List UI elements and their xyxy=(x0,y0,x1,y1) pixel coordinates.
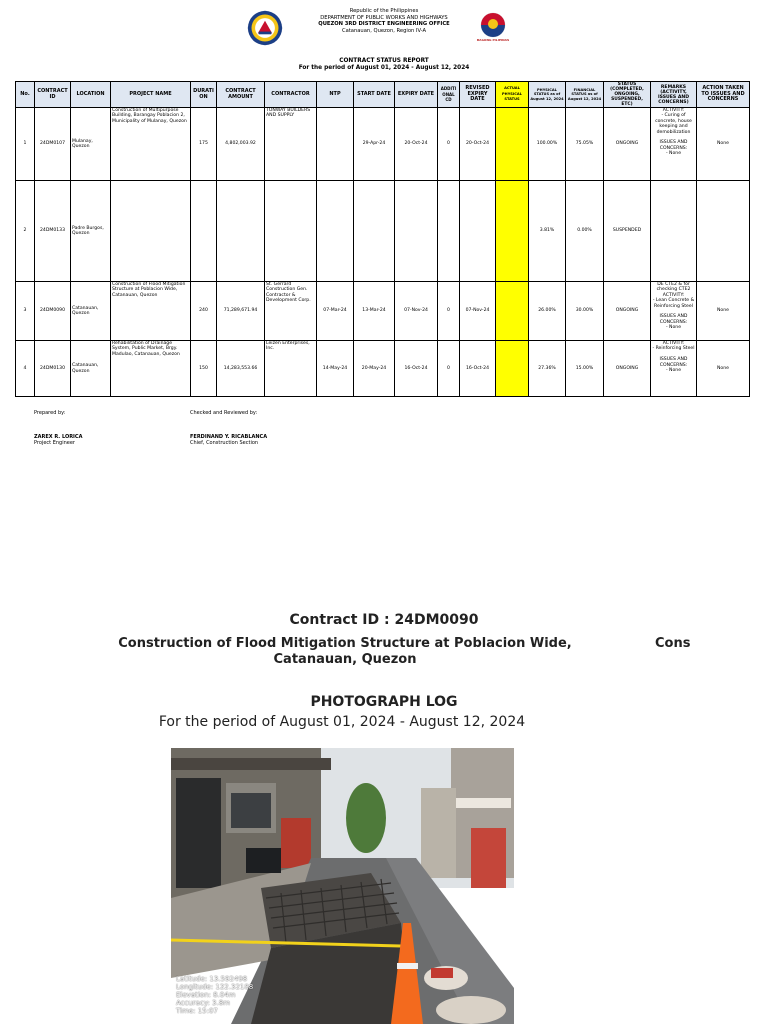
cell-duration: 150 xyxy=(191,341,217,397)
cell-id: 24DM0133 xyxy=(35,181,71,282)
cell-duration: 240 xyxy=(191,282,217,341)
cell-addcd: 0 xyxy=(438,341,460,397)
bagong-pilipinas-caption: BAGONG PILIPINAS xyxy=(476,38,510,42)
cell-project: Construction of Flood Mitigation Structure at Poblacion Wide, Catanauan, Quezon xyxy=(111,282,191,341)
cell-actual xyxy=(496,108,529,181)
cell-actual xyxy=(496,341,529,397)
geotag-line: Time: 15:07 xyxy=(176,1007,218,1015)
col-header: STATUS (COMPLETED, ONGOING, SUSPENDED, ETC) xyxy=(604,82,651,108)
cell-contractor: Leizen Enterprises, Inc. xyxy=(265,341,317,397)
cell-revised xyxy=(460,181,496,282)
cell-start: 29-Apr-24 xyxy=(354,108,395,181)
cell-ntp: 07-Mar-24 xyxy=(317,282,354,341)
col-header: ACTION TAKEN TO ISSUES AND CONCERNS xyxy=(697,82,750,108)
cell-project: Rehabilitation of Drainage System, Public Market, Brgy. Madulao, Catanauan, Quezon xyxy=(111,341,191,397)
photo-log-cut-text: Cons xyxy=(655,636,690,651)
cell-actual xyxy=(496,282,529,341)
col-header: ADDITI ONAL CD xyxy=(438,82,460,108)
col-header: FINANCIAL STATUS as of August 12, 2024 xyxy=(566,82,604,108)
table-header-row xyxy=(16,82,750,108)
col-header: No. xyxy=(16,82,35,108)
cell-remarks: ACTIVITY: - Curing of concrete, house keeping and demobilization ISSUES AND CONCERNS: - None xyxy=(651,108,697,181)
cell-financial: 30.00% xyxy=(566,282,604,341)
geotag-line: Latitude: 13.592498 xyxy=(176,975,248,983)
cell-status: ONGOING xyxy=(604,108,651,181)
cell-action: None xyxy=(697,341,750,397)
cell-physical: 26.00% xyxy=(529,282,566,341)
cell-action xyxy=(697,181,750,282)
cell-amount: 14,283,553.66 xyxy=(217,341,265,397)
cell-expiry: 16-Oct-24 xyxy=(395,341,438,397)
photo-log-contract-id: Contract ID : 24DM0090 xyxy=(289,612,479,628)
cell-contractor xyxy=(265,181,317,282)
cell-actual xyxy=(496,181,529,282)
col-header: LOCATION xyxy=(71,82,111,108)
checked-by-block xyxy=(190,410,267,446)
cell-revised: 07-Nov-24 xyxy=(460,282,496,341)
cell-action: None xyxy=(697,282,750,341)
cell-revised: 16-Oct-24 xyxy=(460,341,496,397)
report-title: CONTRACT STATUS REPORT xyxy=(339,58,429,64)
table-row xyxy=(16,108,750,181)
table-row xyxy=(16,181,750,282)
cell-location: Padre Burgos, Quezon xyxy=(71,181,111,282)
geotag-overlay xyxy=(176,975,253,1015)
cell-remarks xyxy=(651,181,697,282)
cell-no: 1 xyxy=(16,108,35,181)
cell-start: 13-Mar-24 xyxy=(354,282,395,341)
prepared-by-name: ZAREX R. LORICA xyxy=(34,434,83,440)
prepared-by-label: Prepared by: xyxy=(34,410,66,416)
contract-status-table xyxy=(15,81,750,397)
cell-physical: 27.36% xyxy=(529,341,566,397)
report-period: For the period of August 01, 2024 - August 12, 2024 xyxy=(298,65,470,71)
col-header: EXPIRY DATE xyxy=(395,82,438,108)
col-header: REVISED EXPIRY DATE xyxy=(460,82,496,108)
cell-remarks: ACTIVITY: - Reinforcing Steel ISSUES AND CONCERNS: - None xyxy=(651,341,697,397)
checked-by-label: Checked and Reviewed by: xyxy=(190,410,258,416)
col-header: DURATI ON xyxy=(191,82,217,108)
cell-project: Construction of Multipurpose Building, Barangay Poblacion 2, Municipality of Mulanay, Quezon xyxy=(111,108,191,181)
cell-amount: 4,802,003.92 xyxy=(217,108,265,181)
col-header: PROJECT NAME xyxy=(111,82,191,108)
col-header: NTP xyxy=(317,82,354,108)
cell-addcd: 0 xyxy=(438,108,460,181)
checked-by-name: FERDINAND Y. RICABLANCA xyxy=(190,434,268,440)
cell-location: Mulanay, Quezon xyxy=(71,108,111,181)
cell-id: 24DM0107 xyxy=(35,108,71,181)
cell-status: SUSPENDED xyxy=(604,181,651,282)
table-row xyxy=(16,341,750,397)
cell-addcd xyxy=(438,181,460,282)
prepared-by-block xyxy=(34,410,82,446)
cell-amount xyxy=(217,181,265,282)
cell-expiry xyxy=(395,181,438,282)
photo-log-title: PHOTOGRAPH LOG xyxy=(310,694,458,710)
cell-financial: 75.05% xyxy=(566,108,604,181)
prepared-by-title: Project Engineer xyxy=(34,440,75,446)
cell-financial: 15.00% xyxy=(566,341,604,397)
header-office: QUEZON 3RD DISTRICT ENGINEERING OFFICE xyxy=(318,21,450,28)
geotag-line: Elevation: 8.04m xyxy=(176,991,236,999)
cell-revised: 20-Oct-24 xyxy=(460,108,496,181)
photo-log-period: For the period of August 01, 2024 - August 12, 2024 xyxy=(158,714,526,730)
header-republic: Republic of the Philippines xyxy=(349,8,419,14)
cell-remarks: DE CTE2 & for checking CTE2 ACTIVITY: - Lean Concrete & Reinforcing Steel ISSUES AND CONCERNS: - None xyxy=(651,282,697,341)
cell-action: None xyxy=(697,108,750,181)
table-row xyxy=(16,282,750,341)
cell-ntp xyxy=(317,108,354,181)
cell-start: 20-May-24 xyxy=(354,341,395,397)
cell-physical: 100.00% xyxy=(529,108,566,181)
col-header: CONTRACT ID xyxy=(35,82,71,108)
cell-ntp xyxy=(317,181,354,282)
cell-status: ONGOING xyxy=(604,341,651,397)
cell-contractor: St. Gerrard Construction Gen. Contractor & Development Corp. xyxy=(265,282,317,341)
header-address: Catanauan, Quezon, Region IV-A xyxy=(341,27,427,34)
cell-no: 3 xyxy=(16,282,35,341)
col-header: START DATE xyxy=(354,82,395,108)
cell-physical: 3.81% xyxy=(529,181,566,282)
geotag-line: Accuracy: 3.8m xyxy=(176,999,230,1007)
col-header-actual-physical: ACTUAL PHYSICAL STATUS xyxy=(496,82,529,108)
cell-id: 24DM0130 xyxy=(35,341,71,397)
cell-addcd: 0 xyxy=(438,282,460,341)
cell-location: Catanauan, Quezon xyxy=(71,341,111,397)
col-header: CONTRACT AMOUNT xyxy=(217,82,265,108)
cell-financial: 0.00% xyxy=(566,181,604,282)
header-department: DEPARTMENT OF PUBLIC WORKS AND HIGHWAYS xyxy=(320,14,448,21)
cell-expiry: 07-Nov-24 xyxy=(395,282,438,341)
cell-no: 4 xyxy=(16,341,35,397)
cell-duration: 175 xyxy=(191,108,217,181)
geotag-line: Longitude: 122.32188 xyxy=(176,983,254,991)
cell-amount: 71,289,671.94 xyxy=(217,282,265,341)
cell-duration xyxy=(191,181,217,282)
cell-start xyxy=(354,181,395,282)
photo-log-project-name: Construction of Flood Mitigation Structure at Poblacion Wide, Catanauan, Quezon xyxy=(118,636,572,667)
cell-no: 2 xyxy=(16,181,35,282)
cell-id: 24DM0090 xyxy=(35,282,71,341)
col-header: PHYSICAL STATUS as of August 12, 2024 xyxy=(529,82,566,108)
cell-project xyxy=(111,181,191,282)
checked-by-title: Chief, Construction Section xyxy=(190,440,259,446)
col-header: REMARKS (ACTIVITY, ISSUES AND CONCERNS) xyxy=(651,82,697,108)
col-header: CONTRACTOR xyxy=(265,82,317,108)
cell-contractor: TONWAY BUILDERS AND SUPPLY xyxy=(265,108,317,181)
cell-expiry: 20-Oct-24 xyxy=(395,108,438,181)
agency-header xyxy=(0,8,768,34)
cell-location: Catanauan, Quezon xyxy=(71,282,111,341)
cell-status: ONGOING xyxy=(604,282,651,341)
cell-ntp: 14-May-24 xyxy=(317,341,354,397)
